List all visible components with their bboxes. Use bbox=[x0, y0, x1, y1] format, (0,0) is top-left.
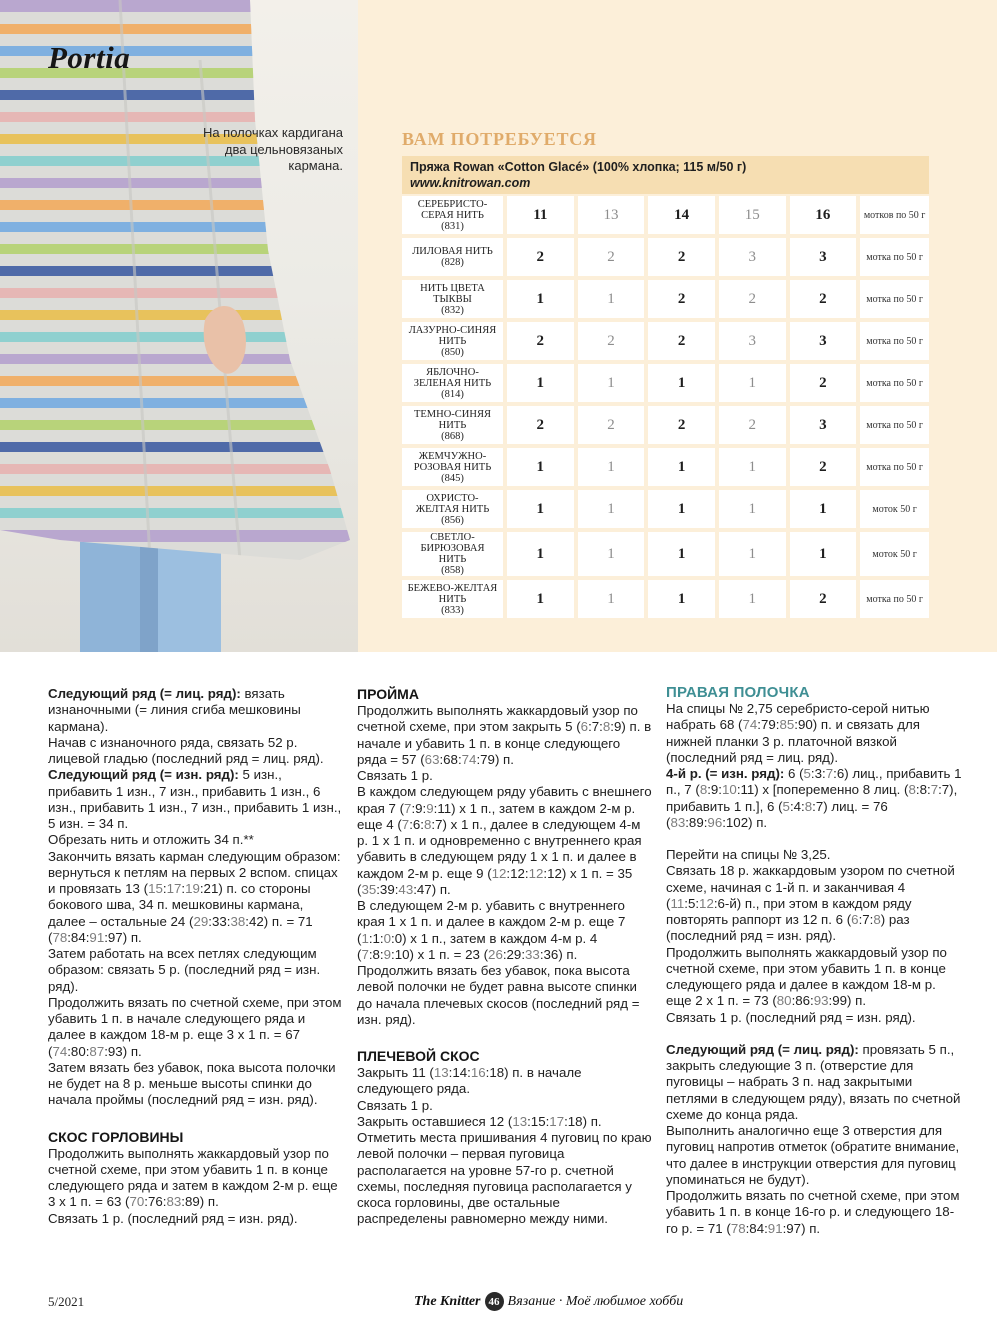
yarn-quantity: 1 bbox=[574, 448, 645, 486]
yarn-unit: моток 50 г bbox=[856, 490, 929, 528]
yarn-color-name: ЛАЗУРНО-СИНЯЯ НИТЬ (850) bbox=[402, 322, 503, 360]
paragraph: Продолжить выполнять жаккардовый узор по счетной схеме, при этом убавить 1 п. в конце следующего ряда и затем в каждом 2-м р. еще 3 х 1 п. = 63 (70:76:83:89) п. bbox=[48, 1145, 338, 1210]
yarn-row bbox=[402, 238, 929, 276]
materials-heading: ВАМ ПОТРЕБУЕТСЯ bbox=[402, 129, 597, 149]
paragraph: Связать 1 р. (последний ряд = изн. ряд). bbox=[48, 1210, 298, 1226]
paragraph: Закрыть оставшиеся 12 (13:15:17:18) п. bbox=[357, 1113, 602, 1129]
yarn-quantity: 2 bbox=[644, 406, 715, 444]
paragraph: Связать 1 р. bbox=[357, 768, 433, 783]
yarn-color-name: ТЕМНО-СИНЯЯ НИТЬ (868) bbox=[402, 406, 503, 444]
paragraph: Перейти на спицы № 3,25. bbox=[666, 847, 831, 862]
yarn-unit: мотка по 50 г bbox=[856, 280, 929, 318]
yarn-quantity: 2 bbox=[574, 238, 645, 276]
magazine-name: The Knitter bbox=[414, 1293, 481, 1309]
yarn-quantity: 2 bbox=[786, 580, 857, 618]
paragraph: Затем вязать без убавок, пока высота полочки не будет на 8 р. меньше высоты спинки до начала проймы (последний ряд = изн. ряд). bbox=[48, 1059, 336, 1108]
yarn-row bbox=[402, 322, 929, 360]
yarn-quantity: 1 bbox=[786, 490, 857, 528]
paragraph: Продолжить выполнять жаккардовый узор по счетной схеме, при этом закрыть 5 (6:7:8:9) п. в начале и убавить 1 п. в конце следующего ряда = 57 (63:68:74:79) п. bbox=[357, 703, 652, 767]
paragraph: Продолжить вязать по счетной схеме, при этом убавить 1 п. в начале следующего ряда и далее в каждом 18-м р. еще 3 х 1 п. = 67 (74:80:87:93) п. bbox=[48, 994, 342, 1059]
paragraph: Продолжить вязать без убавок, пока высота левой полочки не будет равна высоте спинки до начала плечевых скосов (последний ряд = изн. ряд). bbox=[357, 963, 640, 1027]
paragraph: Выполнить аналогично еще 3 отверстия для пуговиц напротив отметок (обратите внимание, что далее в инструкции отверстия для пуговиц упоминаться не будут). bbox=[666, 1123, 960, 1187]
yarn-row bbox=[402, 448, 929, 486]
text-column-3 bbox=[666, 686, 962, 1237]
photo-panel bbox=[0, 0, 358, 652]
yarn-quantity: 3 bbox=[786, 238, 857, 276]
paragraph: В каждом следующем ряду убавить с внешнего края 7 (7:9:9:11) х 1 п., затем в каждом 2-м р. еще 4 (7:6:8:7) х 1 п., далее в следующем 4-м р. 1 х 1 п. и одновременно с внутреннего края убавить в следующем ряду 1 х 1 п. и далее в каждом 2-м р. еще 9 (12:12:12:12) х 1 п. = 35 (35:39:43:47) п. bbox=[357, 784, 652, 897]
paragraph: Продолжить выполнять жаккардовый узор по счетной схеме, при этом убавить 1 п. в конце следующего ряда и далее в каждом 18-м р. еще 2 х 1 п. = 73 (80:86:93:99) п. bbox=[666, 944, 947, 1009]
yarn-quantity: 13 bbox=[574, 196, 645, 234]
cardigan-photo bbox=[0, 0, 358, 652]
yarn-quantity: 1 bbox=[574, 280, 645, 318]
yarn-quantity: 1 bbox=[574, 532, 645, 576]
paragraph: Следующий ряд (= изн. ряд): 5 изн., прибавить 1 изн., 7 изн., прибавить 1 изн., 6 изн., прибавить 1 изн., 7 изн., прибавить 1 изн., 5 изн. = 34 п. bbox=[48, 767, 342, 831]
yarn-quantity: 3 bbox=[715, 322, 786, 360]
page-number: 46 bbox=[485, 1292, 504, 1311]
yarn-quantity: 14 bbox=[644, 196, 715, 234]
yarn-quantity: 1 bbox=[574, 580, 645, 618]
yarn-quantity: 1 bbox=[503, 280, 574, 318]
yarn-quantity: 1 bbox=[644, 448, 715, 486]
paragraph: Закрыть 11 (13:14:16:18) п. в начале следующего ряда. bbox=[357, 1065, 582, 1097]
paragraph: Следующий ряд (= лиц. ряд): вязать изнаночными (= линия сгиба мешковины кармана). bbox=[48, 686, 301, 734]
yarn-color-name: СЕРЕБРИСТО-СЕРАЯ НИТЬ (831) bbox=[402, 196, 503, 234]
yarn-quantity: 2 bbox=[786, 280, 857, 318]
yarn-unit: моток 50 г bbox=[856, 532, 929, 576]
yarn-quantity: 15 bbox=[715, 196, 786, 234]
yarn-quantity: 2 bbox=[715, 280, 786, 318]
photo-caption: На полочках кардигана два цельновязаных кармана. bbox=[202, 125, 343, 173]
yarn-quantity: 11 bbox=[503, 196, 574, 234]
yarn-color-name: СВЕТЛО-БИРЮЗОВАЯ НИТЬ (858) bbox=[402, 532, 503, 576]
yarn-name: Пряжа Rowan «Cotton Glacé» (100% хлопка; 115 м/50 г) bbox=[410, 160, 747, 174]
yarn-unit: мотка по 50 г bbox=[856, 238, 929, 276]
paragraph: Связать 18 р. жаккардовым узором по счетной схеме, начиная с 1-й п. и заканчивая 4 (11:5:12:6-й) п., при этом в каждом ряду повторять раппорт из 12 п. 6 (6:7:8) раз (последний ряд = изн. ряд). bbox=[666, 863, 955, 944]
yarn-row bbox=[402, 490, 929, 528]
yarn-quantity: 1 bbox=[503, 490, 574, 528]
yarn-quantity: 3 bbox=[786, 322, 857, 360]
yarn-quantity: 2 bbox=[644, 238, 715, 276]
yarn-quantity: 2 bbox=[503, 238, 574, 276]
magazine-tagline: Вязание · Моё любимое хобби bbox=[507, 1293, 684, 1309]
paragraph: Закончить вязать карман следующим образом: вернуться к петлям на первых 2 вспом. спицах и провязать 13 (15:17:19:21) п. со стороны бокового шва, 34 п. мешковины кармана, далее – остальные 24 (29:33:38:42) п. = 71 (78:84:91:97) п. bbox=[48, 848, 341, 945]
yarn-unit: мотка по 50 г bbox=[856, 322, 929, 360]
yarn-quantity: 1 bbox=[644, 532, 715, 576]
yarn-color-name: ЯБЛОЧНО-ЗЕЛЕНАЯ НИТЬ (814) bbox=[402, 364, 503, 402]
yarn-quantity: 2 bbox=[503, 406, 574, 444]
yarn-quantity: 2 bbox=[715, 406, 786, 444]
paragraph: Следующий ряд (= лиц. ряд): провязать 5 п., закрыть следующие 3 п. (отверстие для пуговицы – набрать 3 п. над закрытыми петлями в следующем ряду), вязать по счетной схеме до конца ряда. bbox=[666, 1041, 961, 1122]
paragraph: Отметить места пришивания 4 пуговиц по краю левой полочки – первая пуговица располагается на уровне 57-го р. счетной схемы, последняя пуговица располагается у скоса горловины, две остальные распределены равномерно между ними. bbox=[357, 1130, 652, 1227]
paragraph: 4-й р. (= изн. ряд): 6 (5:3:7:6) лиц., прибавить 1 п., 7 (8:9:10:11) х [попеременно 8 лиц. (8:8:7:7), прибавить 1 п.], 6 (5:4:8:7) лиц. = 76 (83:89:96:102) п. bbox=[666, 766, 962, 830]
yarn-quantity: 1 bbox=[786, 532, 857, 576]
yarn-color-name: ЖЕМЧУЖНО-РОЗОВАЯ НИТЬ (845) bbox=[402, 448, 503, 486]
yarn-quantity: 16 bbox=[786, 196, 857, 234]
paragraph: Затем работать на всех петлях следующим образом: связать 5 р. (последний ряд = изн. ряд). bbox=[48, 946, 321, 994]
paragraph: Связать 1 р. bbox=[357, 1097, 433, 1113]
yarn-quantity: 1 bbox=[644, 490, 715, 528]
yarn-color-name: БЕЖЕВО-ЖЕЛТАЯ НИТЬ (833) bbox=[402, 580, 503, 618]
yarn-quantity: 1 bbox=[574, 364, 645, 402]
yarn-quantity: 2 bbox=[786, 448, 857, 486]
yarn-row bbox=[402, 364, 929, 402]
yarn-quantity: 1 bbox=[644, 364, 715, 402]
yarn-quantity: 1 bbox=[715, 364, 786, 402]
yarn-website: www.knitrowan.com bbox=[410, 175, 531, 190]
yarn-color-name: ЛИЛОВАЯ НИТЬ (828) bbox=[402, 238, 503, 276]
paragraph: Начав с изнаночного ряда, связать 52 р. лицевой гладью (последний ряд = лиц. ряд). bbox=[48, 734, 324, 766]
yarn-quantity: 2 bbox=[644, 280, 715, 318]
text-column-1 bbox=[48, 686, 344, 1227]
paragraph: В следующем 2-м р. убавить с внутреннего края 1 х 1 п. и далее в каждом 2-м р. еще 7 (1:1:0:0) х 1 п., затем в каждом 4-м р. 4 (7:8:9:10) х 1 п. = 23 (26:29:33:36) п. bbox=[357, 898, 626, 962]
yarn-quantity: 3 bbox=[715, 238, 786, 276]
yarn-unit: мотка по 50 г bbox=[856, 364, 929, 402]
paragraph: Продолжить вязать по счетной схеме, при этом убавить 1 п. в конце 16-го р. и следующего 18-го р. = 71 (78:84:91:97) п. bbox=[666, 1188, 960, 1236]
yarn-quantity-table bbox=[402, 192, 929, 622]
yarn-row bbox=[402, 580, 929, 618]
yarn-quantity: 2 bbox=[786, 364, 857, 402]
yarn-quantity: 1 bbox=[715, 490, 786, 528]
issue-number: 5/2021 bbox=[48, 1294, 85, 1309]
yarn-row bbox=[402, 280, 929, 318]
paragraph: Обрезать нить и отложить 34 п.** bbox=[48, 832, 254, 848]
section-heading-neckline: СКОС ГОРЛОВИНЫ bbox=[48, 1128, 184, 1145]
yarn-color-name: ОХРИСТО-ЖЕЛТАЯ НИТЬ (856) bbox=[402, 490, 503, 528]
yarn-quantity: 1 bbox=[503, 580, 574, 618]
yarn-quantity: 1 bbox=[715, 532, 786, 576]
yarn-unit: мотка по 50 г bbox=[856, 448, 929, 486]
yarn-quantity: 1 bbox=[503, 532, 574, 576]
yarn-quantity: 1 bbox=[644, 580, 715, 618]
pattern-title: Portia bbox=[48, 40, 131, 75]
section-heading-shoulder: ПЛЕЧЕВОЙ СКОС bbox=[357, 1048, 480, 1064]
yarn-quantity: 1 bbox=[574, 490, 645, 528]
yarn-color-name: НИТЬ ЦВЕТА ТЫКВЫ (832) bbox=[402, 280, 503, 318]
materials-panel bbox=[358, 0, 997, 652]
yarn-unit: мотка по 50 г bbox=[856, 406, 929, 444]
yarn-unit: мотка по 50 г bbox=[856, 580, 929, 618]
footer-brand bbox=[414, 1292, 683, 1311]
yarn-quantity: 1 bbox=[715, 448, 786, 486]
yarn-quantity: 1 bbox=[715, 580, 786, 618]
yarn-quantity: 2 bbox=[503, 322, 574, 360]
yarn-quantity: 2 bbox=[574, 406, 645, 444]
yarn-row bbox=[402, 532, 929, 576]
text-column-2 bbox=[357, 686, 653, 1228]
yarn-quantity: 2 bbox=[644, 322, 715, 360]
section-heading-right-front: ПРАВАЯ ПОЛОЧКА bbox=[666, 684, 810, 701]
yarn-quantity: 1 bbox=[503, 364, 574, 402]
yarn-quantity: 2 bbox=[574, 322, 645, 360]
yarn-quantity: 3 bbox=[786, 406, 857, 444]
yarn-quantity: 1 bbox=[503, 448, 574, 486]
yarn-unit: мотков по 50 г bbox=[856, 196, 929, 234]
yarn-row bbox=[402, 196, 929, 234]
yarn-info bbox=[402, 156, 929, 194]
paragraph: Связать 1 р. (последний ряд = изн. ряд). bbox=[666, 1009, 916, 1025]
yarn-row bbox=[402, 406, 929, 444]
section-heading-armhole: ПРОЙМА bbox=[357, 686, 419, 702]
paragraph: На спицы № 2,75 серебристо-серой нитью набрать 68 (74:79:85:90) п. и связать для нижней планки 3 р. платочной вязкой (последний ряд = лиц. ряд). bbox=[666, 701, 930, 765]
